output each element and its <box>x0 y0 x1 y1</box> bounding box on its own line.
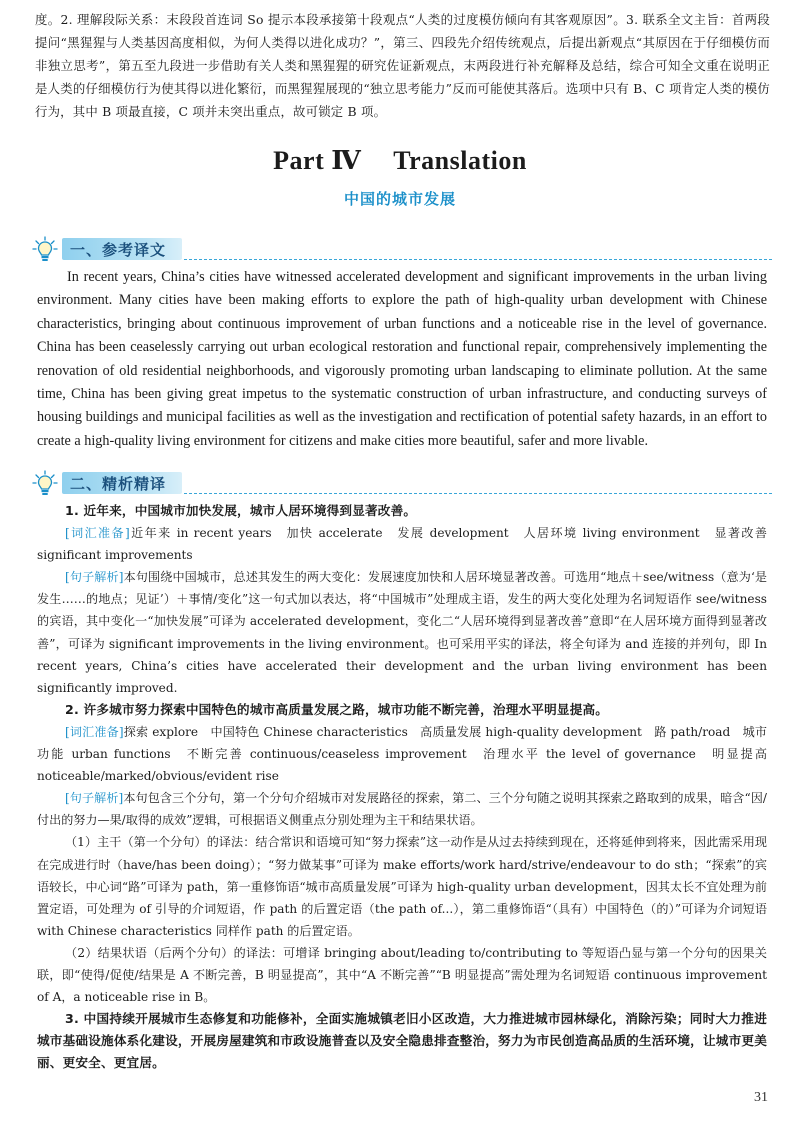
vocab-tag: [词汇准备] <box>65 526 130 541</box>
section-heading-label: 一、参考译文 <box>70 241 167 259</box>
part-name: Translation <box>393 146 527 175</box>
dashed-divider <box>184 493 772 494</box>
question-2-point-2: （2）结果状语（后两个分句）的译法：可增译 bringing about/leading to/contributing to 等短语凸显与第一个分句的因果关联，即“使得/促使/结果是 A 不断完善，B 明显提高”，其中“A 不断完善”“B 明显提高”需处理为名词短语 continuous improvement of A，a noticeable rise in B。 <box>37 945 767 1005</box>
vocab-text: 探索 explore 中国特色 Chinese characteristics 高质量发展 high-quality development 路 path/road 城市功能 urban functions 不断完善 continuous/ceaseless improvement 治理水平 the level of governance 明显提高 noticeable/marked/obvious/evident rise <box>37 724 767 784</box>
section-heading-analysis <box>32 470 772 496</box>
translation-paragraph: In recent years, China’s cities have witnessed accelerated development and significant improvements in the urban living environment. Many cities have been making efforts to explore the path of high-quality urban development with Chinese characteristics, bringing about continuous improvement of urban functions and a noticeable rise in the level of governance. China has been ceaselessly carrying out urban ecological restoration and functional repair, comprehensively implementing the renovation of old residential neighborhoods, and vigorously promoting urban landscaping to eliminate pollution. At the same time, China has been giving great impetus to the systematic construction of urban infrastructure, and conducting surveys of housing buildings and municipal facilities as well as the investigation and rectification of potential safety hazards, in an effort to create a high-quality living environment for citizens and make cities more beautiful, safer and more livable. <box>37 269 767 449</box>
question-3-title: 3. 中国持续开展城市生态修复和功能修补，全面实施城镇老旧小区改造，大力推进城市园林绿化，消除污染；同时大力推进城市基础设施体系化建设，开展房屋建筑和市政设施普查以及安全隐患排查整治，努力为市民创造高品质的生活环境，让城市更美丽、更安全、更宜居。 <box>37 1011 767 1071</box>
vocab-tag: [词汇准备] <box>65 724 124 739</box>
dashed-divider <box>184 259 772 260</box>
question-1-title: 1. 近年来，中国城市加快发展，城市人居环境得到显著改善。 <box>65 503 417 518</box>
question-1-analysis <box>37 566 767 699</box>
section-heading-reference <box>32 236 772 262</box>
question-2-title: 2. 许多城市努力探索中国特色的城市高质量发展之路，城市功能不断完善，治理水平明显提高。 <box>65 701 609 717</box>
sentence-tag: [句子解析] <box>65 791 124 806</box>
question-2-vocab <box>37 721 767 787</box>
section-heading-label: 二、精析精译 <box>70 475 167 493</box>
intro-paragraph: 度。2. 理解段际关系：末段段首连词 So 提示本段承接第十段观点“人类的过度模仿倾向有其客观原因”。3. 联系全文主旨：首两段提问“黑猩猩与人类基因高度相似，为何人类得以进化成功？”，第三、四段先介绍传统观点，后提出新观点“其原因在于仔细模仿而非独立思考”，第五至九段进一步借助有关人类和黑猩猩的研究佐证新观点，末两段进行补充解释及总结，综合可知全文重在说明正是人类的仔细模仿行为使其得以进化繁衍，而黑猩猩展现的“独立思考能力”反而可能使其落后。选项中只有 B、C 项肯定人类的模仿行为，其中 B 项最直接，C 项并未突出重点，故可锁定 B 项。 <box>35 12 770 119</box>
sentence-tag: [句子解析] <box>65 570 124 585</box>
analysis-text: 本句包含三个分句，第一个分句介绍城市对发展路径的探索，第二、三个分句随之说明其探索之路取到的成果，暗含“因/付出的努力—果/取得的成效”逻辑，可根据语义侧重点分别处理为主干和结果状语。 <box>37 791 768 828</box>
analysis-text: 本句围绕中国城市，总述其发生的两大变化：发展速度加快和人居环境显著改善。可选用“地点＋see/witness（意为‘是发生……的地点；见证’）＋事情/变化”这一句式加以表达，将“中国城市”处理成主语，发生的两大变化处理为名词短语作 see/witness 的宾语，其中变化一“加快发展”可译为 accelerated development，变化二“人居环境得到显著改善”意即“在人居环境方面得到显著改善”，可译为 significant improvements in the living environment。也可采用平实的译法，将全句译为 and 连接的并列句，即 In recent years, China’s cities have accelerated their development and the urban living environment has been significantly improved. <box>37 570 768 695</box>
vocab-text: 近年来 in recent years 加快 accelerate 发展 development 人居环境 living environment 显著改善 significant improvements <box>37 526 768 563</box>
lightbulb-icon <box>32 236 62 264</box>
lightbulb-icon <box>32 470 62 498</box>
question-2-analysis <box>37 787 767 831</box>
question-1-vocab <box>37 522 767 566</box>
passage-title: 中国的城市发展 <box>343 190 456 208</box>
page-number: 31 <box>754 1090 768 1105</box>
part-label: Part Ⅳ <box>273 146 362 175</box>
reference-translation <box>37 266 767 453</box>
question-2-point-1: （1）主干（第一个分句）的译法：结合常识和语境可知“努力探索”这一动作是从过去持续到现在，还将延伸到将来，因此需采用现在完成进行时（have/has been doing）；“努力做某事”可译为 make efforts/work hard/strive/endeavour to do sth；“探索”的宾语较长，中心词“路”可译为 path，第一重修饰语“城市高质量发展”可译为 high-quality urban development，因其太长不宜处理为前置定语，可处理为 of 引导的介词短语，作 path 的后置定语（the path of...），第二重修饰语“（具有）中国特色（的）”可译为介词短语 with Chinese characteristics 同样作 path 的后置定语。 <box>37 835 767 938</box>
part-title <box>0 146 800 176</box>
analysis-body <box>37 500 767 1074</box>
